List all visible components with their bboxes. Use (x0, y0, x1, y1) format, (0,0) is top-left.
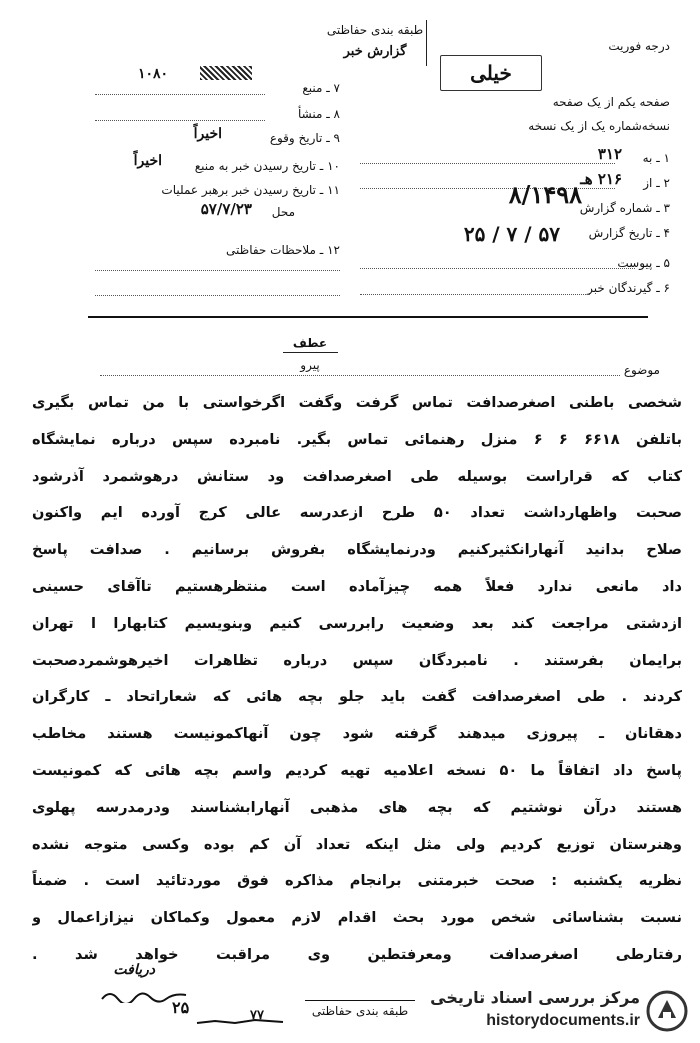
field-7-label: ۷ ـ منبع (302, 81, 340, 95)
field-5-line (360, 268, 635, 269)
field-6-label: ۶ ـ گیرندگان خبر (587, 281, 670, 295)
field-5-label: ۵ ـ پیوست (617, 256, 670, 270)
signature-underline (195, 1012, 285, 1031)
peyro-label: پیرو (300, 358, 320, 372)
field-8-label: ۸ ـ منشأ (297, 107, 340, 121)
field-12-label: ۱۲ ـ ملاحظات حفاظتی (226, 243, 340, 257)
body-line: کتاب که قراراست بوسیله طی اصغرصدافت ود ستانش درهوشمرد آذرشود (32, 467, 682, 485)
field-1-line (360, 163, 615, 164)
copies-field: نسخه‌شماره یک از یک نسخه (528, 119, 670, 133)
pages-field: صفحه یکم از یک صفحه (552, 95, 670, 109)
stamp-text: خیلی (470, 61, 512, 85)
top-code: ۱۰۸۰ (138, 66, 169, 82)
body-line: داد مانعی ندارد فعلاً همه چیزآماده است منتظرهستیم تاآقای حسینی (32, 578, 682, 595)
field-1-label: ۱ ـ به (642, 151, 670, 165)
body-line: ازدشتی مراجعت کند بعد وضعیت رابررسی کنیم وبنویسیم کتابهارا ا تهران (32, 614, 682, 632)
classification-stamp (440, 55, 542, 91)
bottom-code: ۷۷ (250, 1008, 264, 1023)
field-8-line (95, 120, 265, 121)
field-7-line (95, 94, 265, 95)
field-1-value: ۳۱۲ (597, 145, 622, 163)
field-9-label: ۹ ـ تاریخ وقوع (269, 131, 340, 145)
field-6-line (360, 294, 590, 295)
field-2-label: ۲ ـ از (643, 176, 670, 190)
body-line: وهنرستان توزیع کردیم ولی مثل اینکه تعداد آن کم بوده وکسی متوجه نشده (32, 835, 682, 853)
field-11-sub: محل (271, 205, 295, 219)
classification-label: طبقه بندی حفاظتی (326, 23, 424, 37)
field-11-value: ۵۷/۷/۲۳ (200, 200, 252, 218)
watermark-url: historydocuments.ir (486, 1012, 640, 1029)
field-3-label: ۳ ـ شماره گزارش (579, 201, 670, 215)
body-line: کردند . طی اصغرصدافت گفت باید جلو بچه هائی که شعاراتحاد ـ کارگران (32, 688, 682, 706)
subject-label: موضوع (623, 363, 660, 377)
atf-divider (283, 352, 338, 353)
body-line: رفتارطی اصغرصدافت ومعرفتطین وی مراقبت خواهد شد . (32, 946, 682, 963)
header-divider (88, 316, 648, 318)
body-line: صلاح بدانید آنهارانکثیرکنیم ودرنمایشگاه بفروش برسانیم . صدافت پاسخ (32, 541, 682, 559)
body-line: صحبت واظهارداشت تعداد ۵۰ طرح ازعدرسه عالی کرج آورده ایم واکنون (32, 504, 682, 522)
body-line: نسبت بشناسائی شخص مورد بحث اقدام لازم معمول وکماکان نیزازاعمال و (32, 909, 682, 927)
body-line: نظریه یکشنبه : صحت خبرمتنی برانجام مذاکره فوق موردتائید است . ضمناً (32, 872, 682, 890)
field-11-label: ۱۱ ـ تاریخ رسیدن خبر برهبر عملیات (161, 183, 340, 197)
field-4-value: ۲۵ / ۷ / ۵۷ (463, 222, 560, 246)
urgency-label: درجه فوریت (608, 39, 670, 53)
signature-underline-icon (195, 1017, 285, 1027)
field-12-line-2 (95, 295, 340, 296)
field-3-value: ۸/۱۴۹۸ (508, 180, 582, 209)
body-line: هستند درآن نوشتیم که بچه های مذهبی آنهارابشناسند ودرمدرسه پهلوی (32, 798, 682, 816)
field-2-value: ۲۱۶ هـ (580, 170, 622, 188)
signature: دریافت (113, 962, 155, 978)
footer-classification: طبقه بندی حفاظتی (305, 1000, 415, 1019)
signature-number: ۲۵ (172, 998, 190, 1017)
redaction-mark (200, 66, 252, 80)
body-line: دهقانان ـ پیروزی میدهند گرفته شود چون آنهاکمونیست هستند مخاطب (32, 725, 682, 743)
archive-logo-icon (646, 990, 688, 1032)
field-10-value: اخیراً (133, 153, 162, 169)
body-line: باتلفن ۶۶۱۸ ۶ ۶ منزل رهنمائی تماس بگیر. نامبرده سپس درباره نمایشگاه (32, 430, 682, 448)
body-line: پاسخ داد اتفاقاً ما ۵۰ نسخه اعلامیه تهیه کردیم واسم بچه هائی که کمونیست (32, 762, 682, 779)
field-10-label: ۱۰ ـ تاریخ رسیدن خبر به منبع (194, 159, 340, 173)
field-4-label: ۴ ـ تاریخ گزارش (588, 226, 670, 240)
report-title: گزارش خبر (343, 44, 407, 59)
body-line: برایمان بفرستند . نامبردگان سپس درباره تظاهرات اخیرهوشمردصحبت (32, 651, 682, 669)
atf-label: عطف (292, 336, 328, 350)
field-9-value: اخیراً (193, 126, 222, 142)
field-12-line-1 (95, 270, 340, 271)
subject-line (100, 375, 620, 376)
body-line: شخصی باطنی اصغرصدافت تماس گرفت وگفت اگرخواستی با من تماس بگیری (32, 394, 682, 411)
watermark-title: مرکز بررسی اسناد تاریخی (430, 988, 640, 1007)
